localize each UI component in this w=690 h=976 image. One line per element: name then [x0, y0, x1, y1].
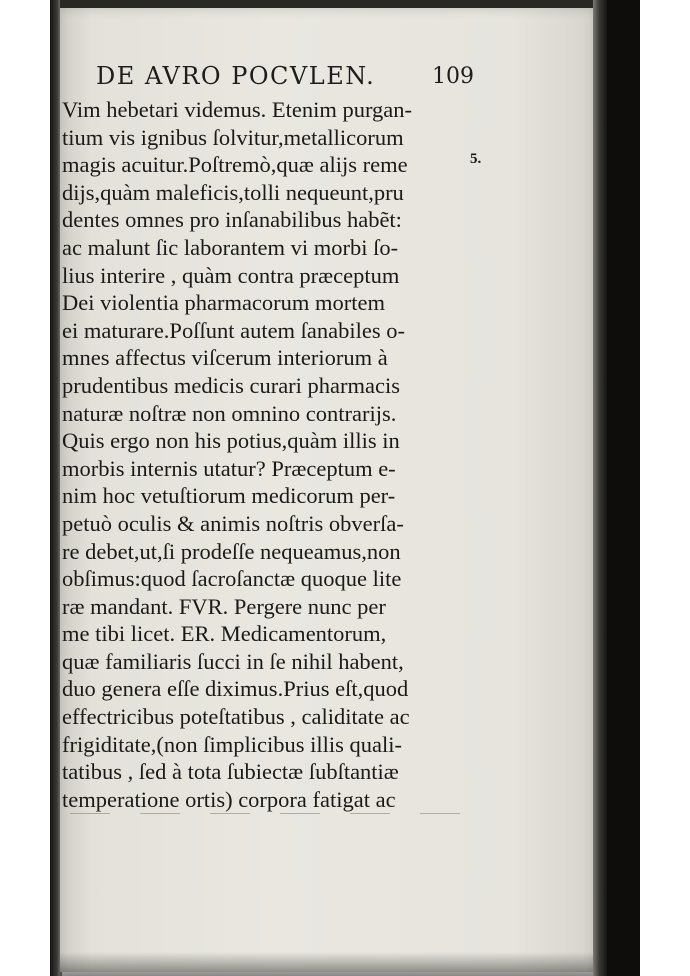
text-line: duo genera eſſe diximus.Prius eſt,quod	[62, 676, 409, 702]
text-line: petuò oculis & animis noſtris obverſa-	[62, 510, 404, 536]
margin-note: 5.	[470, 151, 482, 167]
scan-dark-margin	[607, 0, 640, 976]
text-line: naturæ noſtræ non omnino contrarijs.	[62, 400, 397, 426]
text-line: me tibi licet. ER. Medicamentorum,	[62, 621, 387, 647]
text-line: re debet,ut,ſi prodeſſe nequeamus,non	[62, 538, 401, 564]
text-line: ræ mandant. FVR. Pergere nunc per	[62, 593, 386, 619]
text-line: ac malunt ſic laborantem vi morbi ſo-	[62, 234, 399, 260]
text-line: dijs,quàm maleficis,tolli nequeunt,pru	[62, 179, 404, 205]
text-line: morbis internis utatur? Præceptum e-	[62, 455, 396, 481]
text-line: effectricibus poteſtatibus , caliditate ac	[62, 704, 410, 730]
catchline-rule	[70, 813, 470, 814]
text-line: Quis ergo non his potius,quàm illis in	[62, 428, 400, 454]
page-top-shadow	[60, 0, 593, 8]
page-number: 109	[432, 64, 474, 89]
running-head: DE AVRO POCVLEN.	[96, 62, 376, 90]
text-line: mnes affectus viſcerum interiorum à	[62, 345, 388, 371]
text-line: magis acuitur.Poſtremò,quæ alijs reme	[62, 152, 408, 178]
page-bottom-shadow	[60, 952, 593, 976]
text-line: quæ familiaris ſucci in ſe nihil habent,	[62, 648, 404, 674]
text-line: Vim hebetari videmus. Etenim purgan-	[62, 97, 413, 122]
text-line: nim hoc vetuſtiorum medicorum per-	[62, 483, 396, 509]
text-line: dentes omnes pro inſanabilibus habẽt:	[62, 207, 402, 233]
body-text	[62, 96, 482, 813]
text-line: temperatione ortis) corpora fatigat ac	[62, 786, 396, 812]
text-line: ei maturare.Poſſunt autem ſanabiles o-	[62, 317, 406, 343]
book-right-edge	[593, 0, 607, 976]
text-line: prudentibus medicis curari pharmacis	[62, 372, 401, 398]
text-line: lius interire , quàm contra præceptum	[62, 262, 400, 288]
text-line: Dei violentia pharmacorum mortem	[62, 290, 386, 316]
text-line: tium vis ignibus ſolvitur,metallicorum	[62, 124, 404, 150]
text-line: tatibus , ſed à tota ſubiectæ ſubſtantiæ	[62, 759, 399, 785]
text-line: frigiditate,(non ſimplicibus illis quali-	[62, 731, 402, 757]
text-line: obſimus:quod ſacroſanctæ quoque lite	[62, 566, 402, 592]
